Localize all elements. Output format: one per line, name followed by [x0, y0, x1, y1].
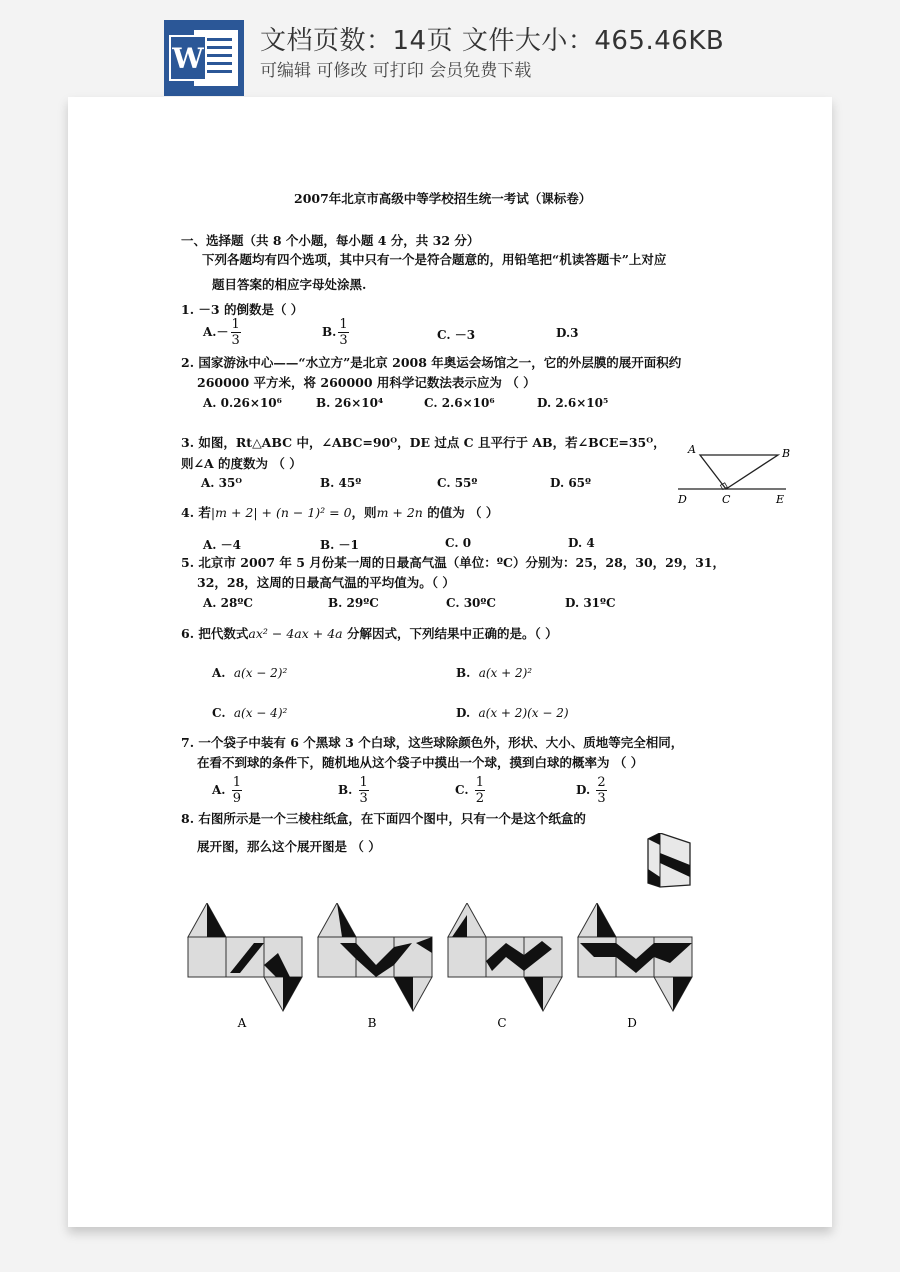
q1-b-label: B.	[322, 325, 337, 339]
q5-option-d: D. 31ºC	[565, 596, 616, 610]
net-d	[578, 903, 692, 1030]
svg-text:C: C	[497, 1016, 507, 1030]
q7-option-b: B. $\frac{1}{3}$	[338, 775, 368, 806]
question-2-line-2: 260000 平方米，将 260000 用科学记数法表示应为 （ ）	[197, 375, 536, 390]
question-7-line-2: 在看不到球的条件下，随机地从这个袋子中摸出一个球，摸到白球的概率为 （ ）	[197, 755, 644, 770]
q4-option-b: B. －1	[320, 538, 359, 552]
fig-label-a: A	[688, 443, 696, 456]
document-page	[68, 97, 832, 1227]
q4-option-c: C. 0	[445, 536, 472, 550]
q7-option-a: A. $\frac{1}{9}$	[212, 775, 241, 806]
unfolded-nets-figure	[180, 903, 710, 1033]
q2-option-c: C. 2.6×10⁶	[424, 396, 495, 410]
q6-option-d: D. a(x + 2)(x − 2)	[456, 706, 569, 720]
q1-option-b	[322, 317, 349, 348]
q5-option-b: B. 29ºC	[328, 596, 379, 610]
question-2-line-1: 2. 国家游泳中心——“水立方”是北京 2008 年奥运会场馆之一，它的外层膜的展开面积约	[181, 355, 682, 370]
instruction-line-1: 下列各题均有四个选项，其中只有一个是符合题意的，用铅笔把“机读答题卡”上对应	[202, 252, 667, 267]
exam-title: 2007年北京市高级中等学校招生统一考试（课标卷）	[294, 191, 592, 206]
svg-text:A: A	[237, 1016, 247, 1030]
q1-option-a	[203, 317, 241, 348]
question-8-line-2: 展开图，那么这个展开图是 （ ）	[197, 839, 381, 854]
net-a	[188, 903, 302, 1030]
svg-text:D: D	[627, 1016, 637, 1030]
q1-option-c: C. －3	[437, 328, 476, 342]
question-5-line-1: 5. 北京市 2007 年 5 月份某一周的日最高气温（单位：ºC）分别为：25，28，30，29，31，	[181, 555, 725, 570]
q7-option-d: D. $\frac{2}{3}$	[576, 775, 606, 806]
q6-option-c: C. a(x − 4)²	[212, 706, 288, 720]
question-7-line-1: 7. 一个袋子中装有 6 个黑球 3 个白球，这些球除颜色外，形状、大小、质地等完全相同，	[181, 735, 684, 750]
q5-option-c: C. 30ºC	[446, 596, 496, 610]
net-c	[448, 903, 562, 1030]
question-4-stem: 4. 若|m + 2| + (n − 1)² = 0，则m + 2n 的值为 （ ）	[181, 505, 499, 520]
document-info-header	[0, 0, 900, 100]
q6-expression: ax² − 4ax + 4a	[248, 626, 343, 641]
q3-option-a: A. 35ᴼ	[201, 476, 242, 490]
q1-b-fraction: $\frac{1}{3}$	[339, 317, 348, 348]
question-5-line-2: 32，28，这周的日最高气温的平均值为。（ ）	[197, 575, 455, 590]
q2-option-d: D. 2.6×10⁵	[537, 396, 609, 410]
q4-option-d: D. 4	[568, 536, 595, 550]
q3-option-d: D. 65º	[550, 476, 592, 490]
q6-option-a: A. a(x − 2)²	[212, 666, 288, 680]
file-features: 可编辑 可修改 可打印 会员免费下载	[260, 61, 532, 81]
prism-box-figure	[646, 833, 692, 889]
fig-label-b: B	[782, 447, 791, 460]
q2-option-a: A. 0.26×10⁶	[203, 396, 282, 410]
q3-option-b: B. 45º	[320, 476, 362, 490]
question-3-line-1: 3. 如图，Rt△ABC 中，∠ABC=90ᴼ，DE 过点 C 且平行于 AB，若∠BCE=35ᴼ，	[181, 435, 666, 450]
word-icon-letter: W	[172, 42, 204, 75]
q2-option-b: B. 26×10⁴	[316, 396, 384, 410]
question-8-line-1: 8. 右图所示是一个三棱柱纸盒，在下面四个图中，只有一个是这个纸盒的	[181, 811, 586, 826]
q7-option-c: C. $\frac{1}{2}$	[455, 775, 484, 806]
fig-label-c: C	[722, 493, 731, 506]
q3-option-c: C. 55º	[437, 476, 478, 490]
net-b	[318, 903, 432, 1030]
word-document-icon	[164, 20, 244, 96]
question-3-line-2: 则∠A 的度数为 （ ）	[181, 456, 302, 471]
instruction-line-2: 题目答案的相应字母处涂黑.	[212, 277, 367, 292]
q6-option-b: B. a(x + 2)²	[456, 666, 533, 680]
q5-option-a: A. 28ºC	[203, 596, 253, 610]
q4-equation: |m + 2| + (n − 1)² = 0	[210, 505, 352, 520]
q1-option-d: D.3	[556, 326, 579, 340]
svg-text:B: B	[367, 1016, 377, 1030]
question-1-stem: 1. －3 的倒数是（ ）	[181, 302, 304, 317]
file-stats: 文档页数：14页 文件大小：465.46KB	[260, 26, 725, 56]
q1-a-fraction: $\frac{1}{3}$	[231, 317, 240, 348]
question-6-stem: 6. 把代数式ax² − 4ax + 4a 分解因式，下列结果中正确的是。（ ）	[181, 626, 558, 641]
fig-label-e: E	[776, 493, 785, 506]
fig-label-d: D	[678, 493, 687, 506]
q4-expression: m + 2n	[376, 505, 423, 520]
q4-option-a: A. －4	[203, 538, 242, 552]
section-heading: 一、选择题（共 8 个小题，每小题 4 分，共 32 分）	[181, 233, 480, 248]
triangle-figure	[674, 437, 794, 507]
q1-a-label: A.－	[203, 325, 229, 339]
